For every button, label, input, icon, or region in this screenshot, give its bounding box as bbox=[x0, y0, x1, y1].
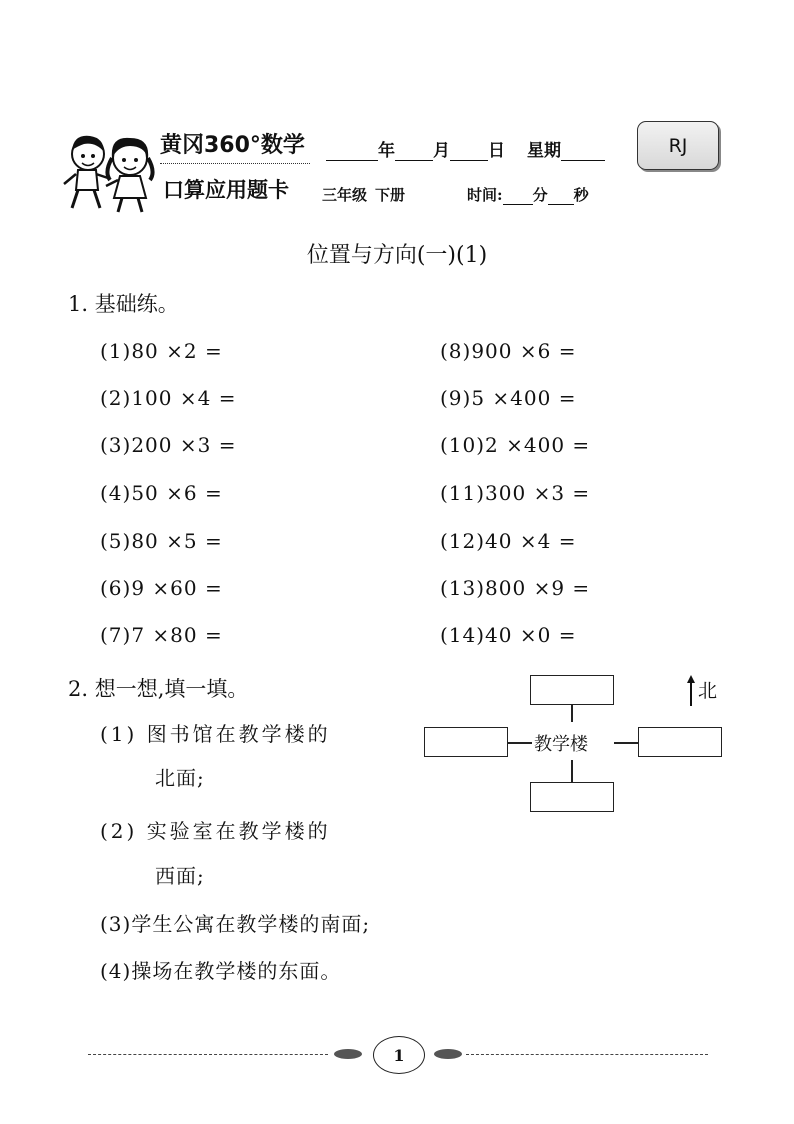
exercise-item: (2)100 ×4 = bbox=[100, 386, 237, 410]
date-fields bbox=[326, 136, 605, 161]
connector-east bbox=[614, 742, 638, 744]
minute-blank[interactable] bbox=[503, 186, 533, 205]
north-arrow-icon bbox=[686, 674, 696, 706]
exercise-item: (8)900 ×6 = bbox=[440, 339, 577, 363]
section2-heading: 2. 想一想,填一填。 bbox=[68, 677, 249, 701]
exercise-item: (13)800 ×9 = bbox=[440, 576, 591, 600]
page-title: 位置与方向(一)(1) bbox=[306, 243, 488, 268]
exercise-item: (6)9 ×60 = bbox=[100, 576, 223, 600]
minute-label: 分 bbox=[532, 186, 548, 204]
north-label: 北 bbox=[698, 680, 718, 702]
direction-diagram bbox=[424, 672, 724, 818]
connector-west bbox=[508, 742, 532, 744]
exercise-item: (7)7 ×80 = bbox=[100, 623, 223, 647]
footer-divider-right bbox=[466, 1054, 708, 1055]
connector-north bbox=[571, 704, 573, 722]
day-blank[interactable] bbox=[450, 142, 488, 161]
question-4: (4)操场在教学楼的东面。 bbox=[100, 959, 342, 983]
exercise-item: (3)200 ×3 = bbox=[100, 433, 237, 457]
exercise-item: (9)5 ×400 = bbox=[440, 386, 577, 410]
exercise-item: (4)50 ×6 = bbox=[100, 481, 223, 505]
brand-title: 黄冈360°数学 bbox=[160, 133, 305, 158]
question-1-line1: (1) 图书馆在教学楼的 bbox=[100, 722, 331, 746]
year-label: 年 bbox=[378, 141, 395, 161]
question-2-line2: 西面; bbox=[155, 864, 205, 888]
footer-divider-left bbox=[88, 1054, 328, 1055]
exercise-item: (1)80 ×2 = bbox=[100, 339, 223, 363]
volume-label: 下册 bbox=[375, 186, 406, 204]
question-3: (3)学生公寓在教学楼的南面; bbox=[100, 912, 371, 936]
north-answer-box[interactable] bbox=[530, 675, 614, 705]
month-label: 月 bbox=[433, 141, 450, 161]
year-blank[interactable] bbox=[326, 142, 378, 161]
connector-south bbox=[571, 760, 573, 784]
month-blank[interactable] bbox=[395, 142, 433, 161]
exercise-item: (5)80 ×5 = bbox=[100, 529, 223, 553]
page-number: 1 bbox=[373, 1036, 425, 1074]
grade-label: 三年级 bbox=[322, 186, 368, 204]
brand-subtitle: 口算应用题卡 bbox=[163, 178, 289, 202]
question-1-line2: 北面; bbox=[155, 766, 205, 790]
second-blank[interactable] bbox=[548, 186, 574, 205]
teaching-building-label: 教学楼 bbox=[534, 730, 588, 756]
exercise-item: (11)300 ×3 = bbox=[440, 481, 591, 505]
exercise-item: (14)40 ×0 = bbox=[440, 623, 577, 647]
east-answer-box[interactable] bbox=[638, 727, 722, 757]
weekday-label: 星期 bbox=[527, 141, 561, 161]
edition-badge: RJ bbox=[637, 121, 719, 170]
brand-divider bbox=[160, 163, 310, 164]
south-answer-box[interactable] bbox=[530, 782, 614, 812]
exercise-item: (12)40 ×4 = bbox=[440, 529, 577, 553]
time-fields bbox=[322, 184, 589, 205]
west-answer-box[interactable] bbox=[424, 727, 508, 757]
day-label: 日 bbox=[488, 141, 505, 161]
second-label: 秒 bbox=[573, 186, 589, 204]
mascot-illustration bbox=[60, 128, 160, 216]
time-label: 时间: bbox=[467, 186, 503, 204]
question-2-line1: (2) 实验室在教学楼的 bbox=[100, 819, 331, 843]
weekday-blank[interactable] bbox=[561, 142, 605, 161]
exercise-item: (10)2 ×400 = bbox=[440, 433, 591, 457]
section1-heading: 1. 基础练。 bbox=[68, 292, 179, 316]
